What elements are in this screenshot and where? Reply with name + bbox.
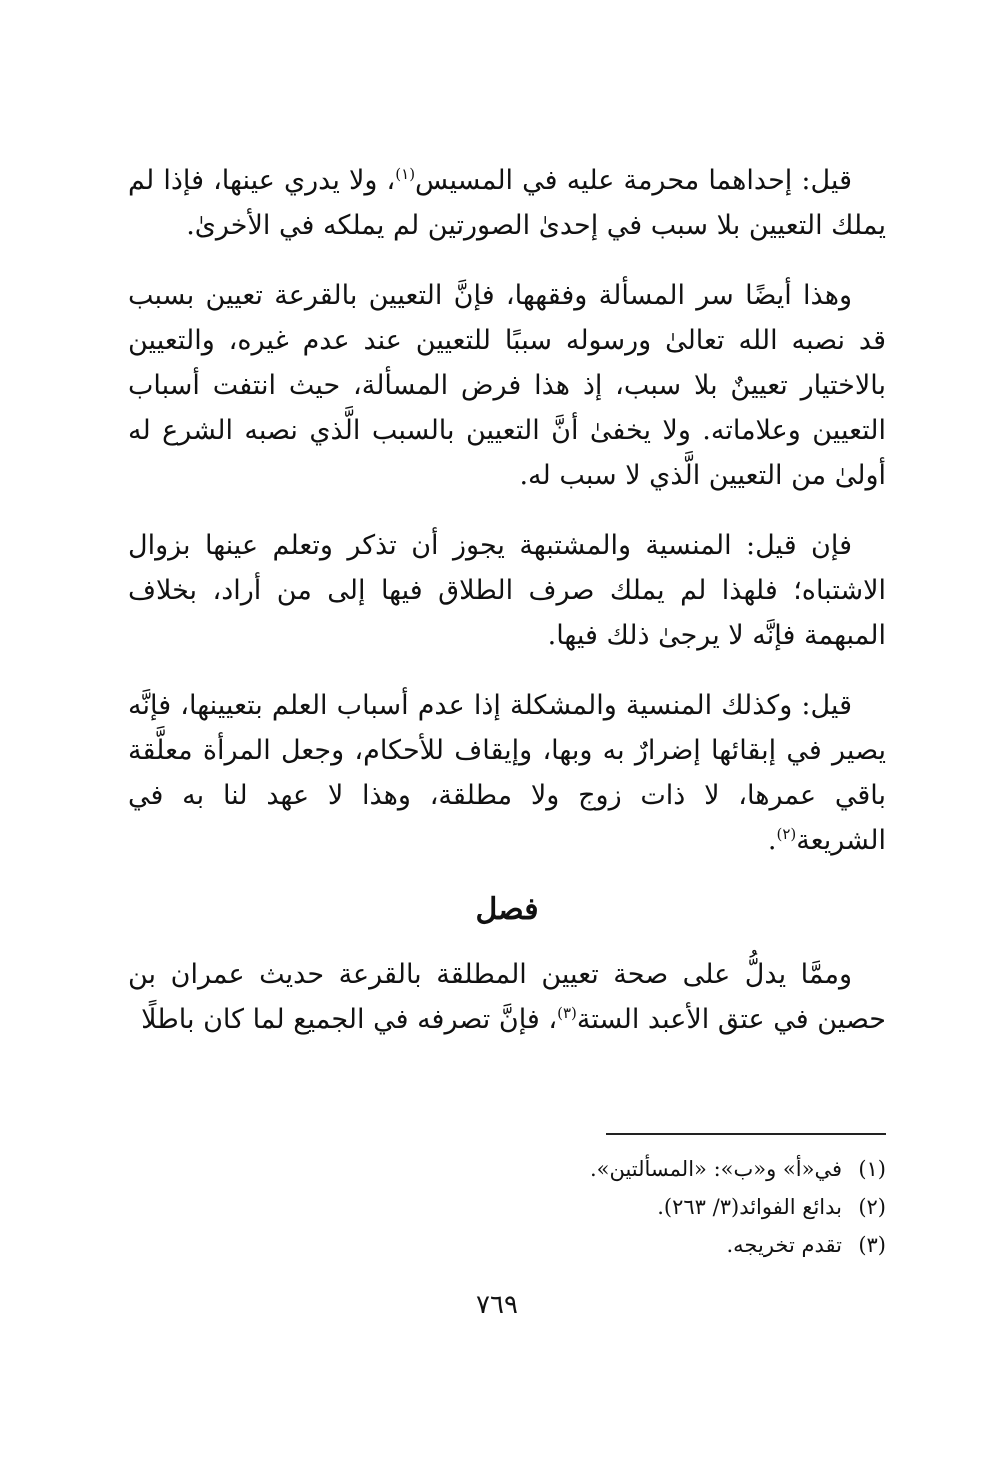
paragraph-4-text: قيل: وكذلك المنسية والمشكلة إذا عدم أسباب العلم بتعيينها، فإنَّه يصير في إبقائها إضرارٌ به وبها، وإيقاف للأحكام، وجعل المرأة معلَّقة باقي عمرها، لا ذات زوج ولا مطلقة، وهذا لا عهد لنا به في الشريعة: [128, 690, 886, 856]
footnote-separator: [606, 1133, 886, 1135]
section-heading: فصل: [475, 892, 539, 927]
paragraph-3-text: فإن قيل: المنسية والمشتبهة يجوز أن تذكر وتعلم عينها بزوال الاشتباه؛ فلهذا لم يملك صرف الطلاق فيها إلى من أراد، بخلاف المبهمة فإنَّه لا يرجىٰ ذلك فيها.: [128, 530, 886, 651]
paragraph-3: [128, 523, 886, 658]
footnote-text: في«أ» و«ب»: «المسألتين».: [589, 1157, 842, 1181]
paragraph-4: [128, 683, 886, 863]
footnotes: [128, 1150, 886, 1264]
paragraph-2-text: وهذا أيضًا سر المسألة وفقهها، فإنَّ التعيين بالقرعة تعيين بسبب قد نصبه الله تعالىٰ ورسوله سببًا للتعيين عند عدم غيره، والتعيين بالاختيار تعيينٌ بلا سبب، إذ هذا فرض المسألة، حيث انتفت أسباب التعيين وعلاماته. ولا يخفىٰ أنَّ التعيين بالسبب الَّذي نصبه الشرع له أولىٰ من التعيين الَّذي لا سبب له.: [128, 280, 886, 491]
paragraph-4-tail: .: [767, 825, 777, 856]
footnote-1: [128, 1150, 886, 1188]
footnote-text: تقدم تخريجه.: [726, 1233, 842, 1257]
paragraph-1-tail: ، ولا يدري عينها، فإذا لم يملك التعيين بلا سبب في إحدىٰ الصورتين لم يملكه في الأخرىٰ.: [128, 165, 886, 241]
footnote-number: (١): [858, 1157, 886, 1181]
paragraph-1: [128, 158, 886, 248]
paragraph-5: [128, 952, 886, 1042]
page-number: ٧٦٩: [476, 1290, 518, 1320]
paragraph-1-text: قيل: إحداهما محرمة عليه في المسيس: [415, 165, 852, 196]
footnote-ref-2: (٢): [776, 825, 797, 843]
footnote-3: [128, 1226, 886, 1264]
footnote-ref-3: (٣): [557, 1004, 577, 1022]
paragraph-2: [128, 273, 886, 498]
paragraph-5-text: وممَّا يدلُّ على صحة تعيين المطلقة بالقرعة حديث عمران بن حصين في عتق الأعبد الستة: [128, 959, 886, 1035]
footnote-number: (٣): [858, 1233, 886, 1257]
paragraph-5-tail: ، فإنَّ تصرفه في الجميع لما كان باطلًا: [141, 1004, 558, 1035]
footnote-number: (٢): [858, 1195, 886, 1219]
footnote-ref-1: (١): [395, 165, 416, 183]
footnote-2: [128, 1188, 886, 1226]
main-text: [128, 158, 886, 1067]
footnote-text: بدائع الفوائد(٣/ ٢٦٣).: [657, 1195, 842, 1219]
